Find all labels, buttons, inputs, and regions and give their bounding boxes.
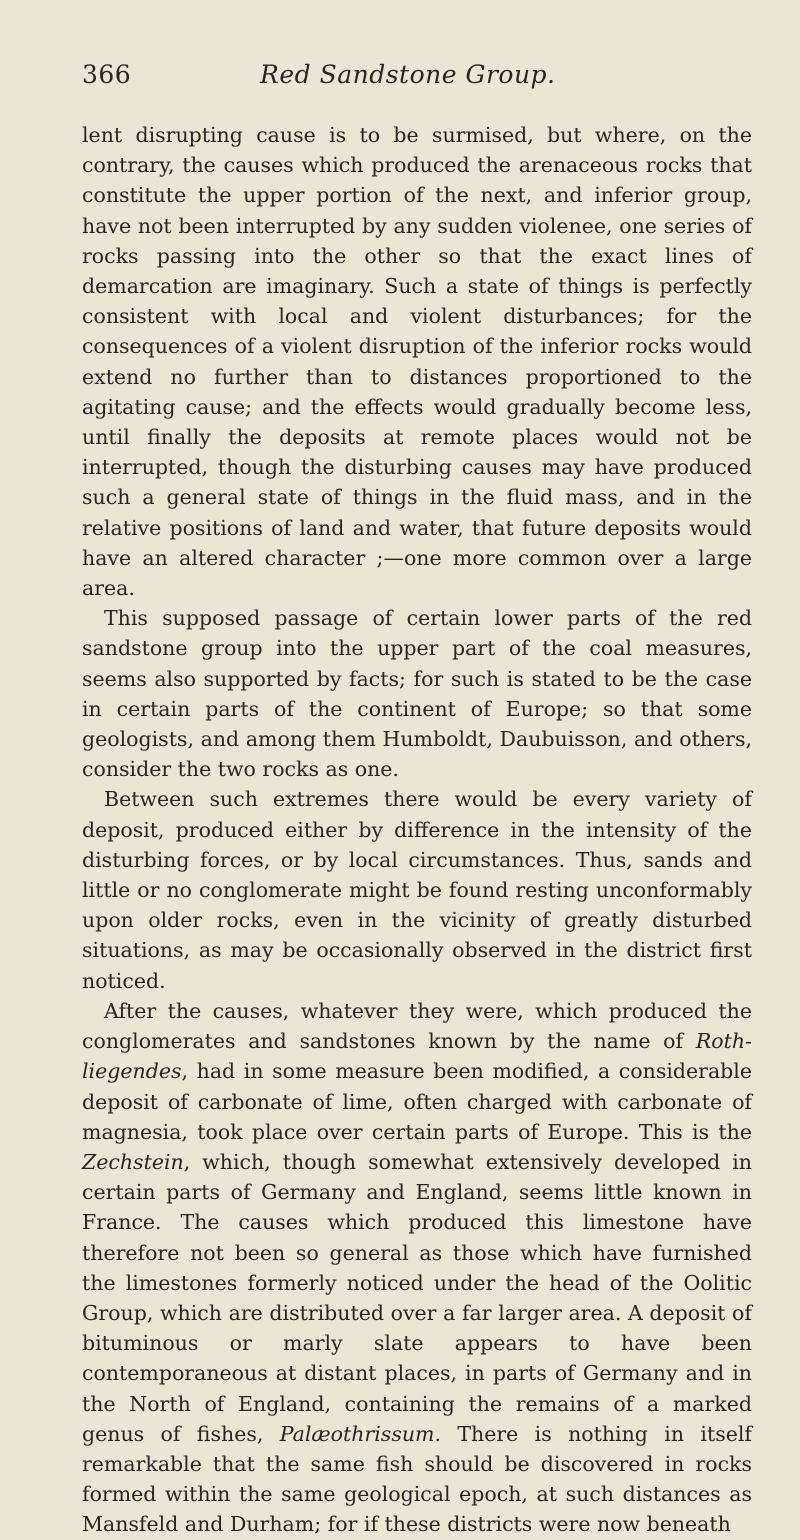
running-title: Red Sandstone Group. xyxy=(260,60,556,89)
term-palaeothrissum: Palæothrissum. xyxy=(279,1421,441,1446)
paragraph-3: Between such extremes there would be every variety of deposit, produced either by difference in the intensity of the disturbing forces, or by local circumstances. Thus, sands and little or no conglomerate might be found resting unconformably upon older rocks, even in the vicinity of greatly disturbed situations, as may be occasionally observed in the district first noticed. xyxy=(82,787,752,993)
paragraph-4-text: , had in some measure been modified, a considerable deposit of carbonate of lime, often charged with carbonate of magnesia, took place over certain parts of Europe. This is the xyxy=(82,1059,752,1144)
term-zechstein: Zechstein xyxy=(82,1149,184,1174)
body-text xyxy=(82,120,752,1540)
paragraph-1: lent disrupting cause is to be surmised, but where, on the contrary, the causes which produced the arenaceous rocks that constitute the upper portion of the next, and inferior group, have not been interrupted by any sudden violenee, one series of rocks passing into the other so that the exact lines of demarcation are imaginary. Such a state of things is perfectly consistent with local and violent disturbances; for the consequences of a violent disruption of the inferior rocks would extend no further than to distances proportioned to the agitating cause; and the effects would gradually become less, until finally the deposits at remote places would not be interrupted, though the disturbing causes may have produced such a general state of things in the fluid mass, and in the relative positions of land and water, that future deposits would have an altered character ;—one more common over a large area. xyxy=(82,123,752,601)
running-head xyxy=(82,60,752,90)
page-number: 366 xyxy=(82,60,132,89)
term-roth-liegendes: Roth-liegendes xyxy=(82,1029,752,1084)
paragraph-4-text: After the causes, whatever they were, which produced the conglomerates and sandstones known by the name of xyxy=(82,998,752,1054)
paragraph-2: This supposed passage of certain lower parts of the red sandstone group into the upper part of the coal measures, seems also supported by facts; for such is stated to be the case in certain parts of the continent of Europe; so that some geologists, and among them Humboldt, Daubuisson, and others, consider the two rocks as one. xyxy=(82,606,752,782)
paragraph-4 xyxy=(82,996,752,1540)
paragraph-4-text: , which, though somewhat extensively developed in certain parts of Germany and England, seems little known in France. The causes which produced this limestone have therefore not been so general as those which have furnished the limestones formerly noticed under the head of the Oolitic Group, which are distributed over a far larger area. A deposit of bituminous or marly slate appears to have been contemporaneous at distant places, in parts of Germany and in the North of England, containing the remains of a marked genus of fishes, xyxy=(82,1149,752,1446)
paragraph-4-text: There is nothing in itself remarkable that the same fish should be discovered in rocks formed within the same geological epoch, at such distances as Mansfeld and Durham; for if these districts were now beneath xyxy=(82,1421,752,1537)
